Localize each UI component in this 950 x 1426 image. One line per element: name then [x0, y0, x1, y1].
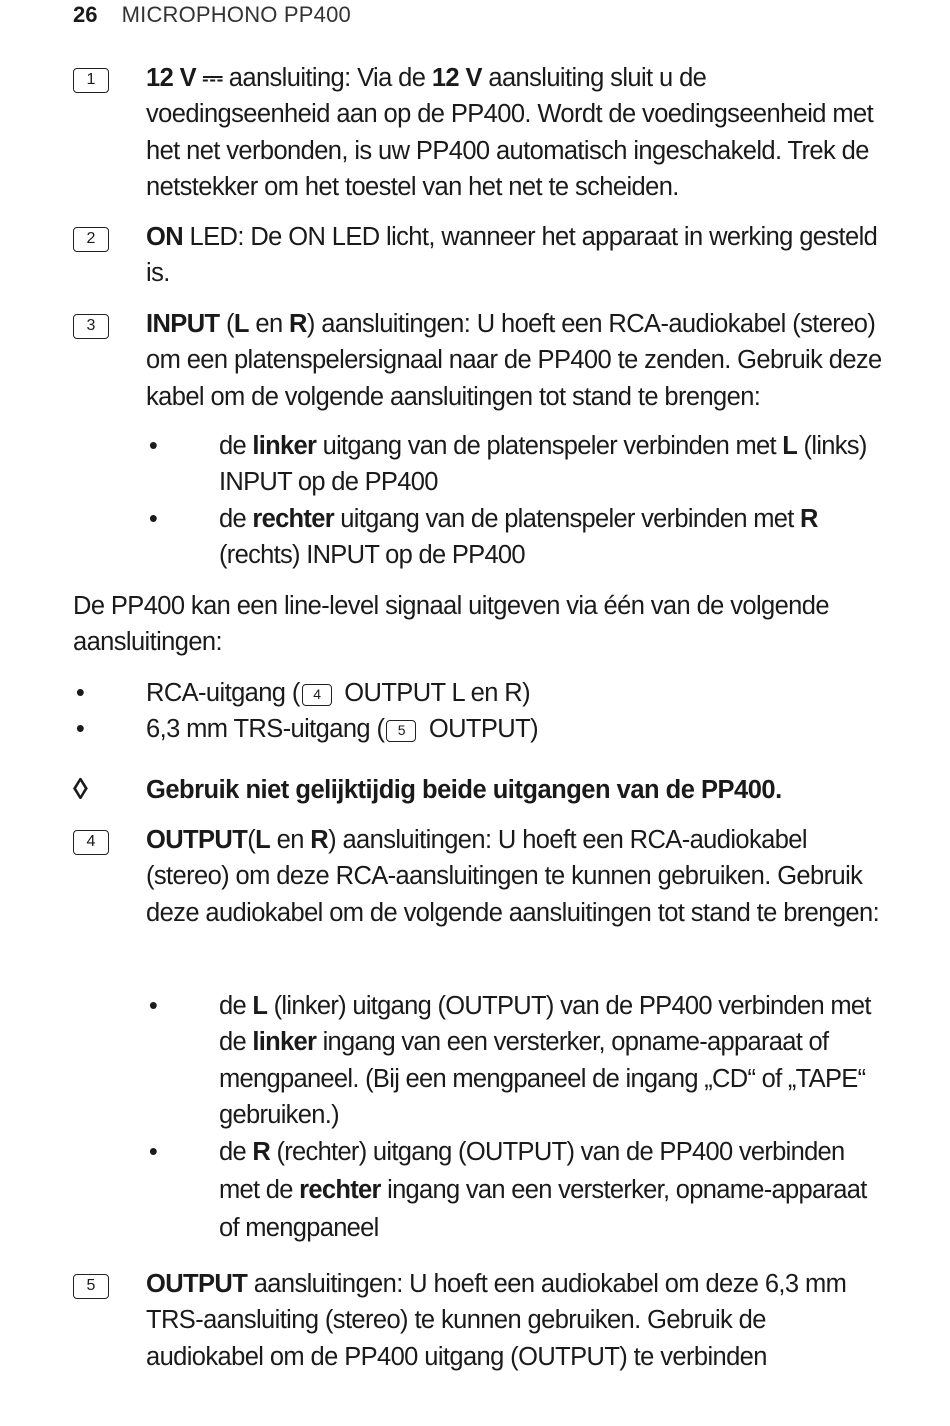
list-item-text: de R (rechter) uitgang (OUTPUT) van de PP400 verbinden met de rechter ingang van een versterker, opname-apparaat of mengpaneel — [219, 1138, 867, 1243]
item-number-badge: 4 — [73, 830, 109, 855]
option-text-post: OUTPUT L en R) — [337, 679, 530, 707]
list-item — [73, 675, 888, 711]
warning-note — [73, 772, 888, 808]
item-number-badge: 5 — [73, 1274, 109, 1299]
item-1-power-connector — [73, 60, 888, 205]
item-number-badge: 4 — [302, 684, 332, 706]
list-item — [146, 988, 886, 1133]
list-item-text: de rechter uitgang van de platenspeler verbinden met R (rechts) INPUT op de PP400 — [219, 504, 818, 569]
warning-diamond-icon: ◊ — [73, 773, 88, 806]
item-3-input-connectors — [73, 306, 888, 415]
item-text: OUTPUT(L en R) aansluitingen: U hoeft een RCA-audiokabel (stereo) om deze RCA-aansluitingen te kunnen gebruiken. Gebruik deze audiokabel om de volgende aansluitingen tot stand te brengen: — [146, 826, 880, 927]
item-text: ON LED: De ON LED licht, wanneer het apparaat in werking gesteld is. — [146, 223, 878, 288]
list-item — [73, 711, 888, 747]
item-5-trs-output — [73, 1266, 888, 1375]
bullet-icon: • — [148, 504, 158, 533]
page-number: 26 — [73, 2, 98, 27]
item-text: 12 V ⎓ aansluiting: Via de 12 V aansluiting sluit u de voedingseenheid aan op de PP400. Wordt de voedingseenheid met het net verbonden, is uw PP400 automatisch ingeschakeld. Trek de netstekker om het toestel van het net te scheiden. — [146, 64, 874, 201]
list-item — [146, 428, 886, 501]
item-number-badge: 5 — [386, 720, 416, 742]
item-number-badge: 2 — [73, 227, 109, 252]
bullet-icon: • — [148, 992, 158, 1020]
item-2-on-led — [73, 219, 888, 292]
bullet-icon: • — [148, 1138, 158, 1167]
list-item — [146, 501, 886, 574]
option-text-post: OUTPUT) — [422, 715, 538, 744]
bullet-icon: • — [75, 679, 85, 707]
list-item — [146, 1133, 886, 1247]
line-level-paragraph: De PP400 kan een line-level signaal uitgeven via één van de volgende aansluitingen: — [73, 592, 829, 657]
output-bullet-list — [146, 988, 886, 1247]
warning-text: Gebruik niet gelijktijdig beide uitgangen van de PP400. — [146, 776, 782, 804]
page-header — [73, 0, 351, 30]
list-item-text: de linker uitgang van de platenspeler verbinden met L (links) INPUT op de PP400 — [219, 432, 867, 497]
item-4-output-connectors — [73, 822, 888, 931]
bullet-icon: • — [148, 432, 158, 460]
input-bullet-list — [146, 428, 886, 573]
item-text: INPUT (L en R) aansluitingen: U hoeft een RCA-audiokabel (stereo) om een platenspelersignaal naar de PP400 te zenden. Gebruik deze kabel om de volgende aansluitingen tot stand te brengen: — [146, 310, 882, 411]
item-text: OUTPUT aansluitingen: U hoeft een audiokabel om deze 6,3 mm TRS-aansluiting (stereo) te kunnen gebruiken. Gebruik de audiokabel om de PP400 uitgang (OUTPUT) te verbinden — [146, 1270, 847, 1371]
bullet-icon: • — [75, 715, 85, 744]
option-text-pre: 6,3 mm TRS-uitgang ( — [146, 715, 385, 744]
option-text-pre: RCA-uitgang ( — [146, 679, 300, 707]
list-item-text: de L (linker) uitgang (OUTPUT) van de PP400 verbinden met de linker ingang van een versterker, opname-apparaat of mengpaneel. (Bij een mengpaneel de ingang „CD“ of „TAPE“ gebruiken.) — [219, 992, 871, 1129]
running-title: MICROPHONO PP400 — [121, 2, 351, 27]
item-number-badge: 1 — [73, 68, 109, 93]
item-number-badge: 3 — [73, 314, 109, 339]
output-options-list — [73, 675, 888, 748]
